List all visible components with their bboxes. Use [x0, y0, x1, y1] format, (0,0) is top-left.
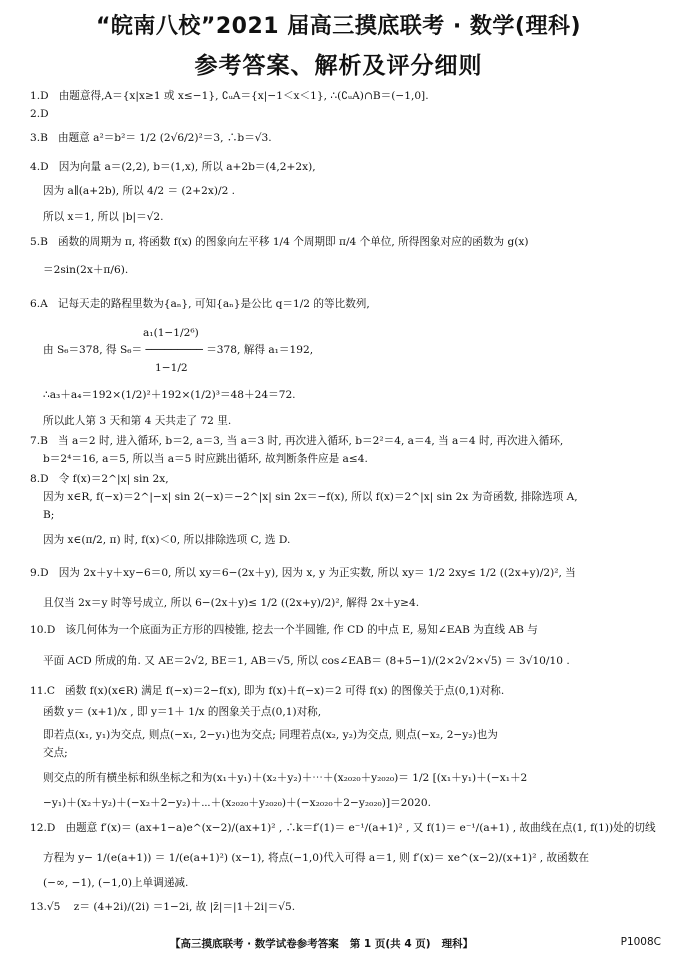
answer-line: 12.D 由题意 f′(x)＝ (ax+1−a)e^(x−2)/(ax+1)² , ∴k＝f′(1)＝ e⁻¹/(a+1)² , 又 f(1)＝ e⁻¹/(a+1) , 故曲线在点(1, f(1))处的切线 [30, 822, 656, 834]
answer-line: 2.D [30, 108, 49, 120]
answer-line: 3.B 由题意 a²＝b²＝ 1/2 (2√6/2)²＝3, ∴b＝√3. [30, 132, 272, 144]
answer-line: 9.D 因为 2x＋y＋xy−6＝0, 所以 xy＝6−(2x＋y), 因为 x, y 为正实数, 所以 xy＝ 1/2 2xy≤ 1/2 ((2x+y)/2)², 当 [30, 567, 576, 579]
answer-line: b＝2⁴＝16, a＝5, 所以当 a＝5 时应跳出循环, 故判断条件应是 a≤4. [43, 453, 368, 465]
answer-line: 由 S₆＝378, 得 S₆＝ ───────── ＝378, 解得 a₁＝192, [43, 344, 314, 356]
answer-line: 6.A 记每天走的路程里数为{aₙ}, 可知{aₙ}是公比 q＝1/2 的等比数列, [30, 298, 370, 310]
answer-line: 13.√5 z＝ (4+2i)/(2i) ＝1−2i, 故 |z̄|＝|1＋2i|＝√5. [30, 901, 296, 913]
answer-line: 7.B 当 a＝2 时, 进入循环, b＝2, a＝3, 当 a＝3 时, 再次进入循环, b＝2²＝4, a＝4, 当 a＝4 时, 再次进入循环, [30, 435, 564, 447]
document-title: “皖南八校”2021 届高三摸底联考 · 数学(理科) [95, 14, 582, 39]
answer-line: 5.B 函数的周期为 π, 将函数 f(x) 的图象向左平移 1/4 个周期即 π/4 个单位, 所得图象对应的函数为 g(x) [30, 236, 529, 248]
answer-line: 因为 x∈(π/2, π) 时, f(x)＜0, 所以排除选项 C, 选 D. [43, 534, 291, 546]
answer-line: 则交点的所有横坐标和纵坐标之和为(x₁＋y₁)＋(x₂＋y₂)＋⋯＋(x₂₀₂₀＋y₂₀₂₀)＝ 1/2 [(x₁＋y₁)＋(−x₁＋2 [43, 772, 528, 784]
answer-line: a₁(1−1/2⁶) [143, 327, 199, 339]
answer-line: 1−1/2 [155, 362, 188, 374]
document-subtitle: 参考答案、解析及评分细则 [194, 53, 483, 79]
answer-line: ∴a₃＋a₄＝192×(1/2)²＋192×(1/2)³＝48＋24＝72. [43, 389, 296, 401]
answer-line: −y₁)＋(x₂＋y₂)＋(−x₂＋2−y₂)＋⋯＋(x₂₀₂₀＋y₂₀₂₀)＋(−x₂₀₂₀＋2−y₂₀₂₀)]＝2020. [43, 797, 431, 809]
footer-code: P1008C [620, 936, 661, 948]
answer-line: 1.D 由题意得,A＝{x|x≥1 或 x≤−1}, ∁ᵤA＝{x|−1＜x＜1}, ∴(∁ᵤA)∩B＝(−1,0]. [30, 90, 429, 102]
answer-line: 8.D 令 f(x)＝2^|x| sin 2x, [30, 473, 169, 485]
answer-line: 交点; [43, 747, 68, 759]
answer-line: 方程为 y− 1/(e(a+1)) ＝ 1/(e(a+1)²) (x−1), 将点(−1,0)代入可得 a＝1, 则 f′(x)＝ xe^(x−2)/(x+1)² , 故函数在 [43, 852, 589, 864]
answer-line: 且仅当 2x＝y 时等号成立, 所以 6−(2x＋y)≤ 1/2 ((2x+y)/2)², 解得 2x＋y≥4. [43, 597, 420, 609]
answer-line: B; [43, 509, 55, 521]
answer-line: 4.D 因为向量 a＝(2,2), b＝(1,x), 所以 a+2b＝(4,2+2x), [30, 161, 316, 173]
answer-line: 因为 x∈R, f(−x)＝2^|−x| sin 2(−x)＝−2^|x| sin 2x＝−f(x), 所以 f(x)＝2^|x| sin 2x 为奇函数, 排除选项 A, [43, 491, 578, 503]
answer-line: 10.D 该几何体为一个底面为正方形的四棱锥, 挖去一个半圆锥, 作 CD 的中点 E, 易知∠EAB 为直线 AB 与 [30, 624, 538, 636]
answer-line: 平面 ACD 所成的角. 又 AE＝2√2, BE＝1, AB＝√5, 所以 cos∠EAB＝ (8+5−1)/(2×2√2×√5) ＝ 3√10/10 . [43, 655, 570, 667]
answer-line: 所以此人第 3 天和第 4 天共走了 72 里. [43, 415, 232, 427]
footer-page-info: 【高三摸底联考 · 数学试卷参考答案 第 1 页(共 4 页) 理科】 [170, 938, 474, 950]
answer-line: ＝2sin(2x＋π/6). [43, 264, 129, 276]
answer-line: 11.C 函数 f(x)(x∈R) 满足 f(−x)＝2−f(x), 即为 f(x)＋f(−x)＝2 可得 f(x) 的图像关于点(0,1)对称. [30, 685, 505, 697]
answer-line: 因为 a∥(a+2b), 所以 4/2 ＝ (2+2x)/2 . [43, 185, 236, 197]
answer-line: 即若点(x₁, y₁)为交点, 则点(−x₁, 2−y₁)也为交点; 同理若点(x₂, y₂)为交点, 则点(−x₂, 2−y₂)也为 [43, 729, 498, 741]
answer-line: (−∞, −1), (−1,0)上单调递减. [43, 877, 189, 889]
answer-line: 所以 x＝1, 所以 |b|＝√2. [43, 211, 164, 223]
answer-line: 函数 y＝ (x+1)/x , 即 y＝1＋ 1/x 的图象关于点(0,1)对称, [43, 706, 322, 718]
